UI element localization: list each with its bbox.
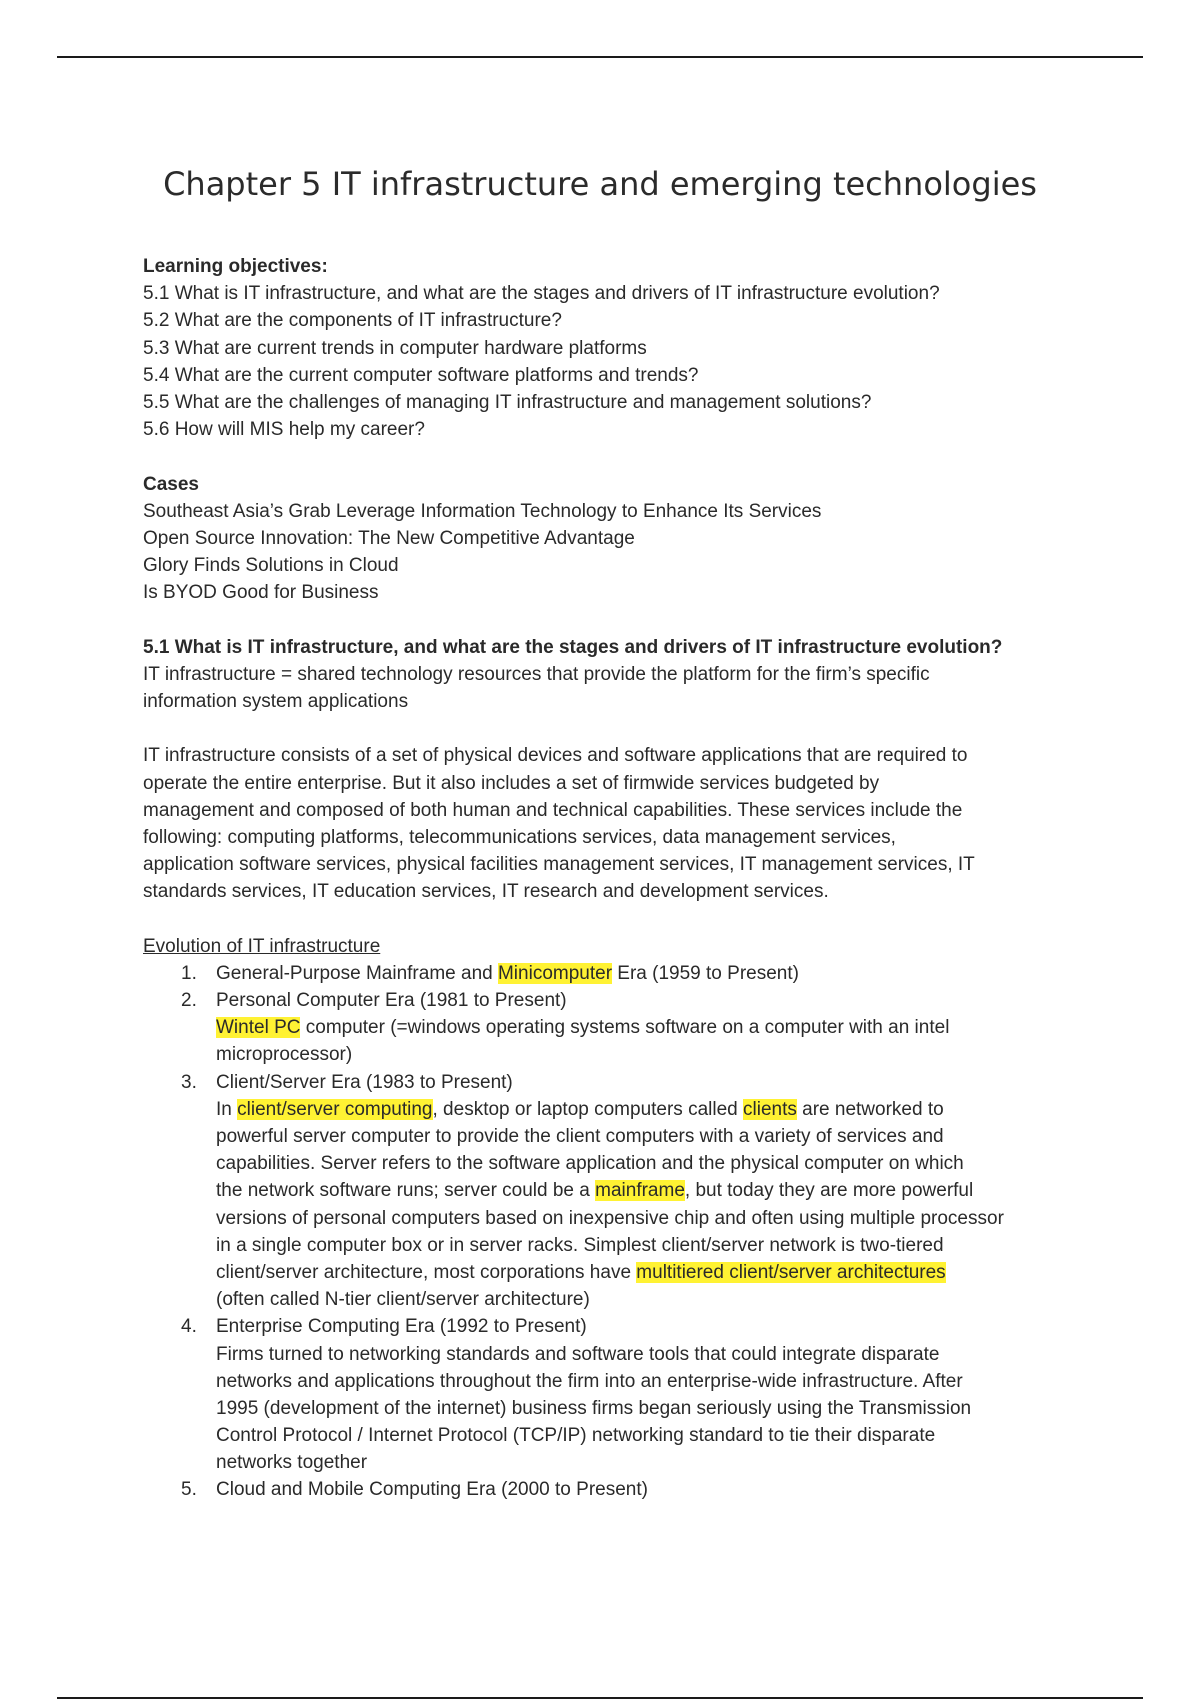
header-rule [57, 56, 1143, 58]
era-item [143, 1313, 1083, 1476]
objective-item: 5.6 How will MIS help my career? [143, 419, 425, 441]
era-title: Cloud and Mobile Computing Era (2000 to Present) [216, 1479, 648, 1501]
highlight: clients [743, 1098, 797, 1120]
era-title: Enterprise Computing Era (1992 to Present) [216, 1316, 587, 1338]
paragraph-line: standards services, IT education services, IT research and development services. [143, 881, 829, 903]
paragraph-line: application software services, physical facilities management services, IT management services, IT [143, 854, 975, 876]
era-item [143, 987, 1083, 1069]
era-text: , desktop or laptop computers called [432, 1098, 744, 1120]
paragraph-line: operate the entire enterprise. But it also includes a set of firmwide services budgeted by [143, 772, 880, 794]
paragraph-line: IT infrastructure consists of a set of physical devices and software applications that are required to [143, 745, 968, 767]
era-text: In [216, 1098, 238, 1120]
era-text: versions of personal computers based on inexpensive chip and often using multiple processor [216, 1207, 1004, 1229]
case-item: Open Source Innovation: The New Competitive Advantage [143, 527, 635, 549]
spacer [143, 443, 1083, 470]
era-text: networks together [216, 1452, 368, 1474]
spacer [143, 906, 1083, 933]
era-text: Control Protocol / Internet Protocol (TCP/IP) networking standard to tie their disparate [216, 1425, 936, 1447]
spacer [143, 715, 1083, 742]
list-number: 3. [181, 1071, 197, 1093]
era-text: capabilities. Server refers to the software application and the physical computer on which [216, 1153, 964, 1175]
highlight: multitiered client/server architectures [636, 1261, 946, 1283]
case-item: Glory Finds Solutions in Cloud [143, 555, 399, 577]
case-item: Southeast Asia’s Grab Leverage Information Technology to Enhance Its Services [143, 500, 822, 522]
era-text: microprocessor) [216, 1044, 353, 1066]
objective-item: 5.4 What are the current computer software platforms and trends? [143, 364, 699, 386]
objective-item: 5.1 What is IT infrastructure, and what are the stages and drivers of IT infrastructure evolution? [143, 283, 940, 305]
list-number: 4. [181, 1316, 197, 1338]
definition-line: information system applications [143, 691, 409, 712]
era-text: (often called N-tier client/server architecture) [216, 1289, 590, 1311]
footer-rule [57, 1697, 1143, 1699]
highlight: client/server computing [237, 1098, 433, 1120]
era-text: client/server architecture, most corporations have [216, 1261, 637, 1283]
document-title: Chapter 5 IT infrastructure and emerging technologies [163, 165, 1037, 203]
era-text: the network software runs; server could be a [216, 1180, 596, 1202]
era-item [143, 1476, 1083, 1503]
objective-item: 5.5 What are the challenges of managing IT infrastructure and management solutions? [143, 391, 872, 413]
spacer [143, 606, 1083, 633]
objectives-heading: Learning objectives: [143, 256, 328, 277]
paragraph-line: following: computing platforms, telecommunications services, data management services, [143, 826, 896, 848]
era-title: Client/Server Era (1983 to Present) [216, 1071, 513, 1093]
era-text: in a single computer box or in server racks. Simplest client/server network is two-tiered [216, 1234, 944, 1256]
document-body [143, 253, 1083, 1504]
section-heading: 5.1 What is IT infrastructure, and what are the stages and drivers of IT infrastructure evolution? [143, 636, 1003, 658]
era-text: networks and applications throughout the firm into an enterprise-wide infrastructure. After [216, 1370, 963, 1392]
era-text: computer (=windows operating systems software on a computer with an intel [300, 1017, 950, 1039]
era-title: Era (1959 to Present) [612, 962, 799, 984]
evolution-heading: Evolution of IT infrastructure [143, 935, 381, 957]
era-title: General-Purpose Mainframe and [216, 962, 498, 984]
definition-line: IT infrastructure = shared technology resources that provide the platform for the firm’s specific [143, 663, 930, 685]
list-number: 1. [181, 962, 197, 984]
case-item: Is BYOD Good for Business [143, 582, 379, 604]
objective-item: 5.3 What are current trends in computer hardware platforms [143, 337, 647, 359]
era-item [143, 1069, 1083, 1314]
highlight: Wintel PC [216, 1017, 301, 1039]
era-text: are networked to [796, 1098, 944, 1120]
highlight: Minicomputer [497, 962, 613, 984]
era-text: powerful server computer to provide the client computers with a variety of services and [216, 1126, 944, 1147]
list-number: 5. [181, 1479, 197, 1501]
era-text: Firms turned to networking standards and software tools that could integrate disparate [216, 1343, 940, 1365]
era-item [143, 960, 1083, 987]
era-text: 1995 (development of the internet) business firms began seriously using the Transmission [216, 1397, 972, 1419]
objective-item: 5.2 What are the components of IT infrastructure? [143, 310, 562, 332]
list-number: 2. [181, 990, 197, 1012]
highlight: mainframe [595, 1180, 685, 1202]
era-title: Personal Computer Era (1981 to Present) [216, 990, 567, 1012]
era-text: , but today they are more powerful [684, 1180, 974, 1202]
cases-heading: Cases [143, 473, 199, 495]
eras-list [143, 960, 1083, 1504]
paragraph-line: management and composed of both human and technical capabilities. These services include the [143, 799, 963, 821]
